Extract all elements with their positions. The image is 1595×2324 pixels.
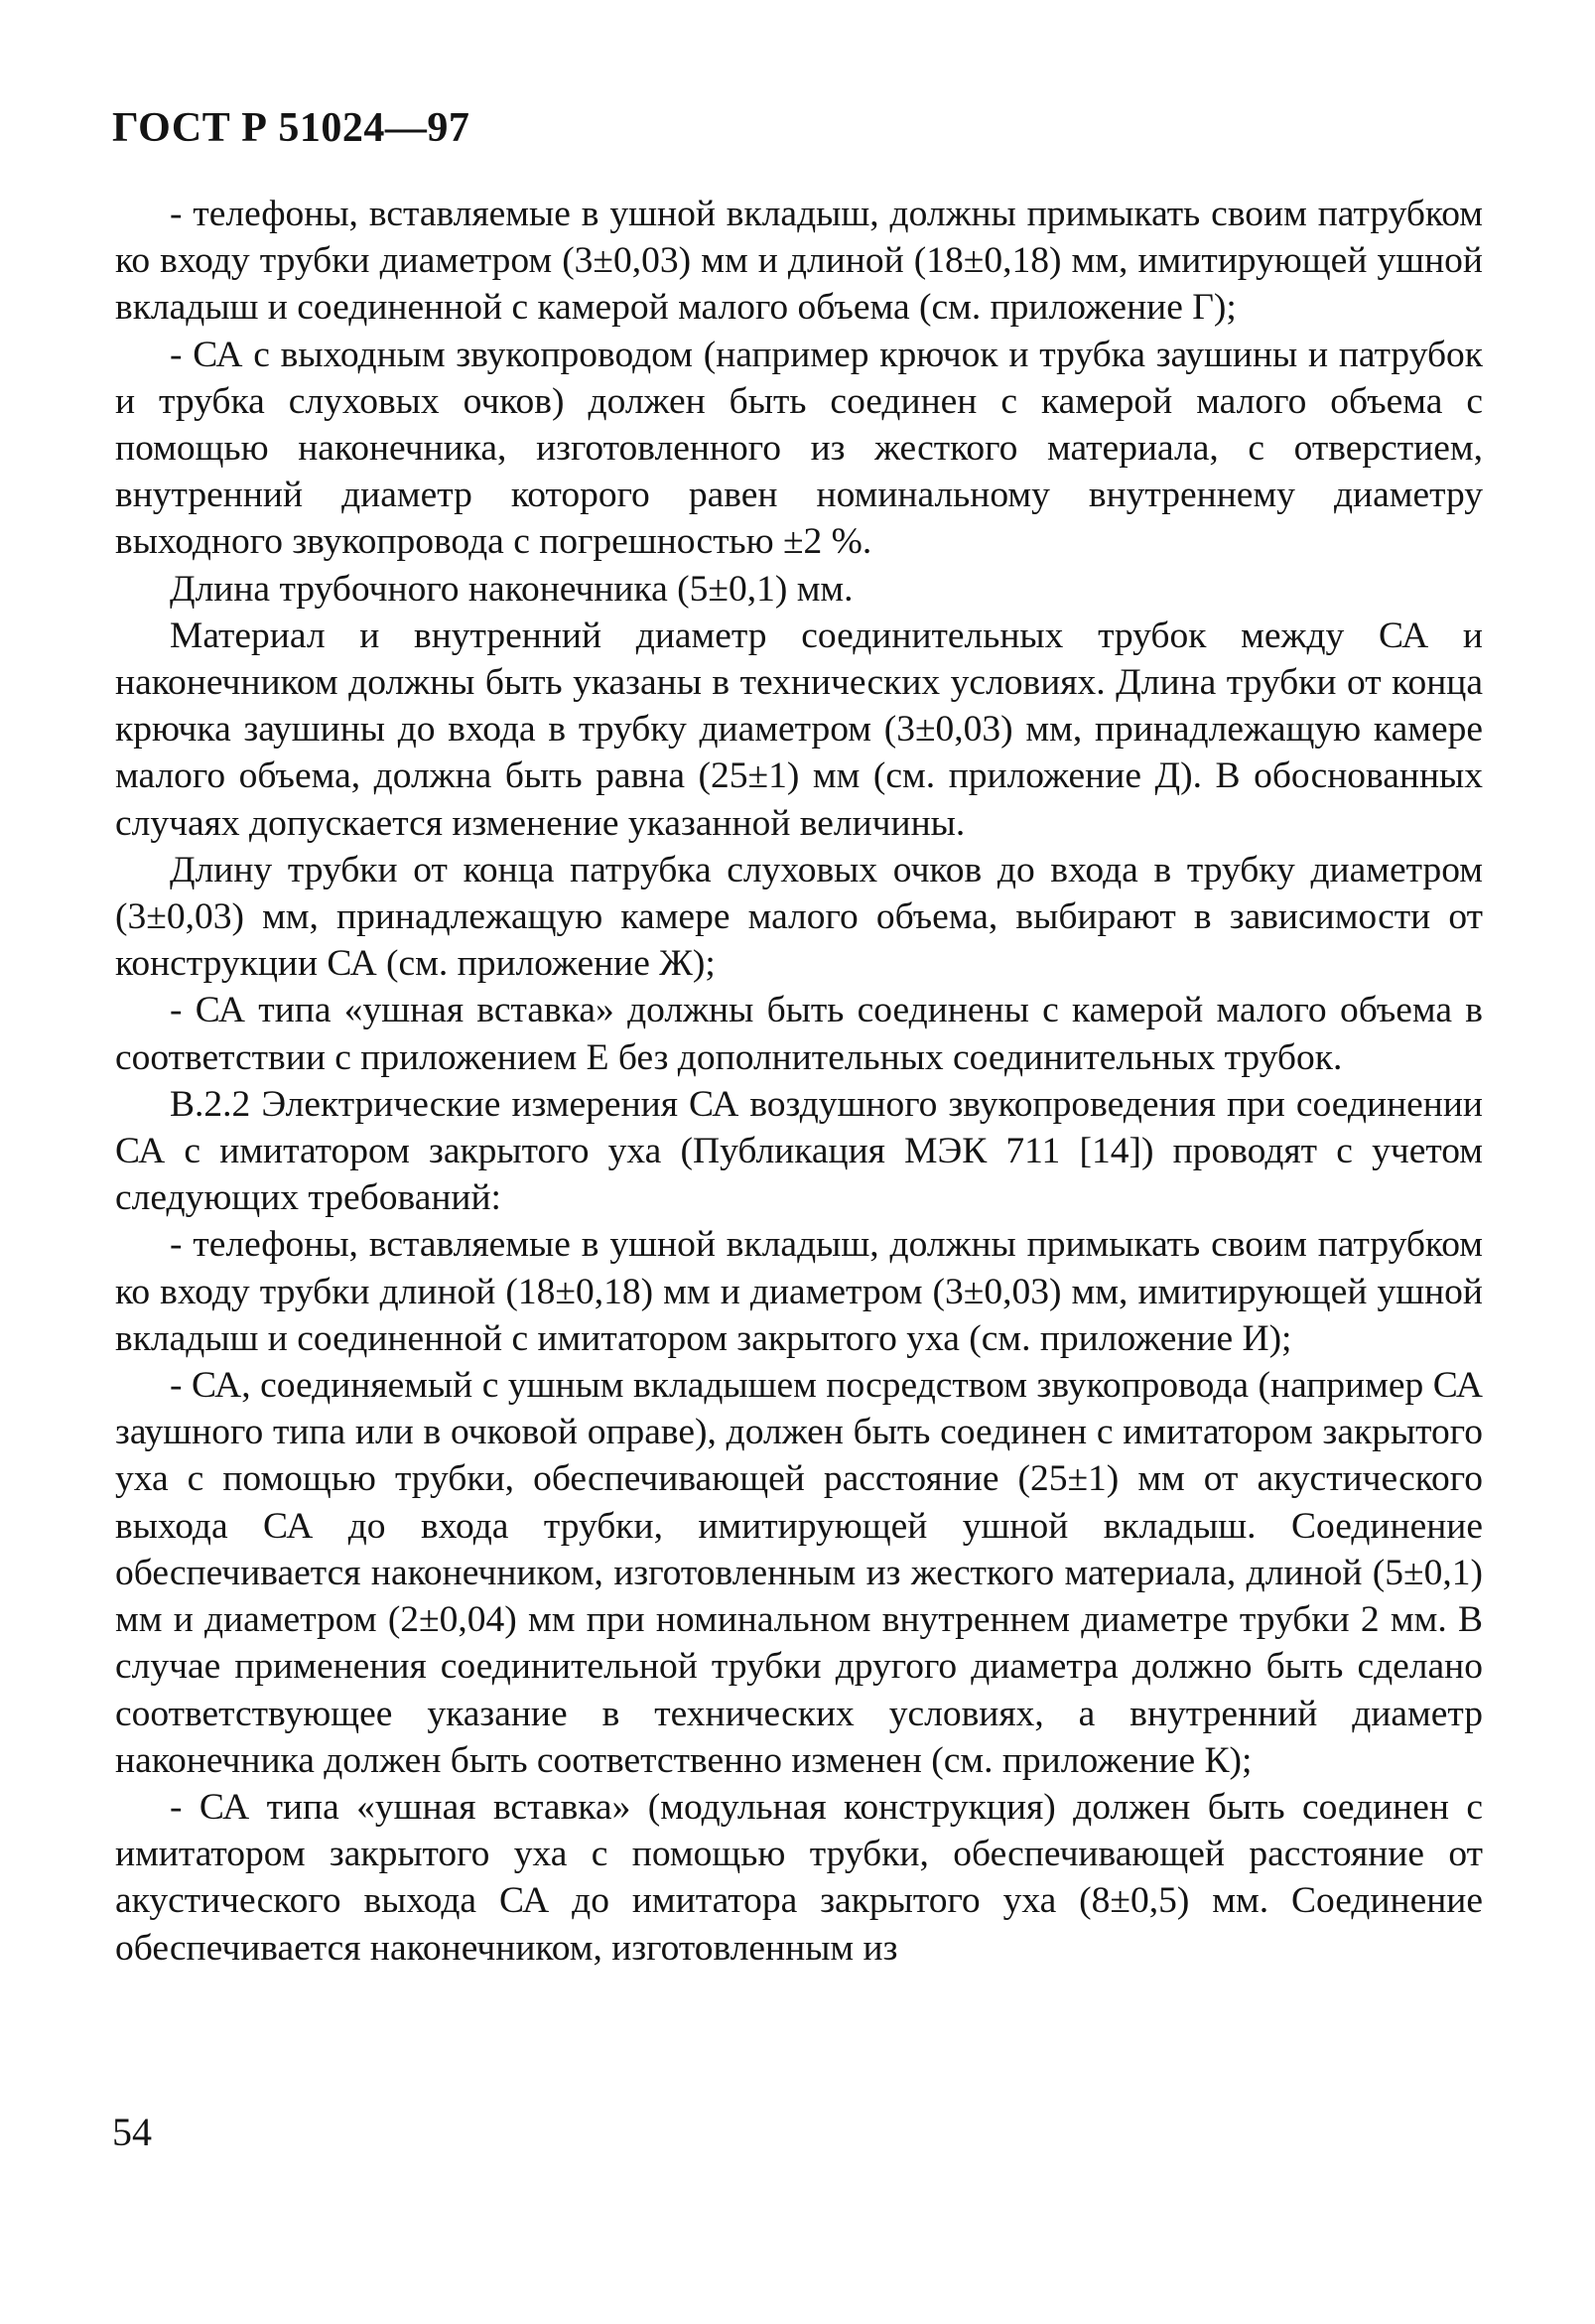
paragraph-earphone-tube-small-volume: - телефоны, вставляемые в ушной вкладыш, должны примыкать своим патрубком ко входу трубки диаметром (3±0,03) мм и длиной (18±0,18) мм, имитирующей ушной вкладыш и соединенной с камерой малого объема (см. приложение Г); (115, 194, 1483, 329)
paragraph-ear-insert-modular: - СА типа «ушная вставка» (модульная конструкция) должен быть соединен с имитатором закрытого уха с помощью трубки, обеспечивающей расстояние от акустического выхода СА до имитатора закрытого уха (8±0,5) мм. Соединение обеспечивается наконечником, изготовленным из (115, 1786, 1483, 1969)
page-number: 54 (112, 2110, 152, 2154)
paragraph-section-v-2-2: В.2.2 Электрические измерения СА воздушного звукопроведения при соединении СА с имитатором закрытого уха (Публикация МЭК 711 [14]) проводят с учетом следующих требований: (115, 1083, 1483, 1219)
paragraph-earphone-tube-occluded-ear: - телефоны, вставляемые в ушной вкладыш, должны примыкать своим патрубком ко входу трубки длиной (18±0,18) мм и диаметром (3±0,03) мм, имитирующей ушной вкладыш и соединенной с имитатором закрытого уха (см. приложение И); (115, 1224, 1483, 1359)
standard-code-header: ГОСТ Р 51024—97 (112, 105, 470, 151)
paragraph-output-sound-conductor: - СА с выходным звукопроводом (например крючок и трубка заушины и патрубок и трубка слуховых очков) должен быть соединен с камерой малого объема с помощью наконечника, изготовленного из жесткого материала, с отверстием, внутренний диаметр которого равен номинальному внутреннему диаметру выходного звукопровода с погрешностью ±2 %. (115, 334, 1483, 563)
paragraph-connecting-tubes-material: Материал и внутренний диаметр соединительных трубок между СА и наконечником должны быть указаны в технических условиях. Длина трубки от конца крючка заушины до входа в трубку диаметром (3±0,03) мм, принадлежащую камере малого объема, должна быть равна (25±1) мм (см. приложение Д). В обоснованных случаях допускается изменение указанной величины. (115, 615, 1483, 844)
body-text (115, 191, 1483, 1972)
paragraph-sound-conductor-occluded-ear: - СА, соединяемый с ушным вкладышем посредством звукопровода (например СА заушного типа или в очковой оправе), должен быть соединен с имитатором закрытого уха с помощью трубки, обеспечивающей расстояние (25±1) мм от акустического выхода СА до входа трубки, имитирующей ушной вкладыш. Соединение обеспечивается наконечником, изготовленным из жесткого материала, длиной (5±0,1) мм и диаметром (2±0,04) мм при номинальном внутреннем диаметре трубки 2 мм. В случае применения соединительной трубки другого диаметра должно быть сделано соответствующее указание в технических условиях, а внутренний диаметр наконечника должен быть соответственно изменен (см. приложение К); (115, 1365, 1483, 1781)
paragraph-spectacles-tube-length: Длину трубки от конца патрубка слуховых очков до входа в трубку диаметром (3±0,03) мм, принадлежащую камере малого объема, выбирают в зависимости от конструкции СА (см. приложение Ж); (115, 849, 1483, 985)
paragraph-tip-length: Длина трубочного наконечника (5±0,1) мм. (170, 568, 854, 610)
paragraph-ear-insert-small-volume: - СА типа «ушная вставка» должны быть соединены с камерой малого объема в соответствии с приложением Е без дополнительных соединительных трубок. (115, 990, 1483, 1078)
